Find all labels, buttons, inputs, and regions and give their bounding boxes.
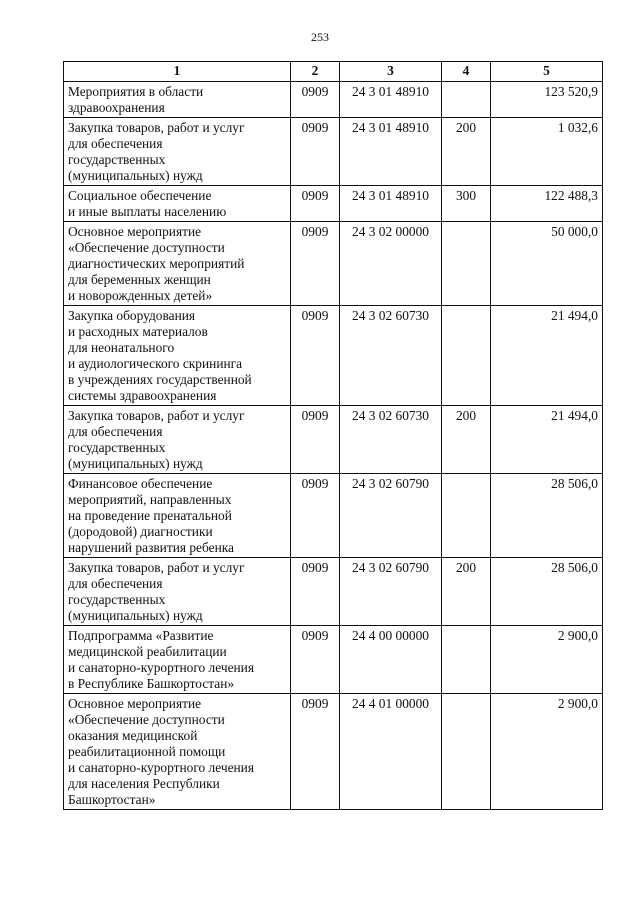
row-name: Закупка товаров, работ и услуг для обеспечения государственных (муниципальных) нужд: [64, 406, 291, 474]
budget-table: [63, 61, 603, 810]
row-name: Социальное обеспечение и иные выплаты населению: [64, 186, 291, 222]
row-expense-type: [442, 82, 491, 118]
row-expense-type: 300: [442, 186, 491, 222]
table-row: [64, 558, 603, 626]
row-name: Подпрограмма «Развитие медицинской реабилитации и санаторно-курортного лечения в Республике Башкортостан»: [64, 626, 291, 694]
row-section: 0909: [291, 406, 340, 474]
row-section: 0909: [291, 118, 340, 186]
header-col-3: 3: [340, 62, 442, 82]
table-row: [64, 306, 603, 406]
row-amount: 28 506,0: [491, 474, 603, 558]
row-expense-type: 200: [442, 118, 491, 186]
row-expense-type: [442, 626, 491, 694]
row-name: Основное мероприятие «Обеспечение доступности диагностических мероприятий для беременных женщин и новорожденных детей»: [64, 222, 291, 306]
row-section: 0909: [291, 186, 340, 222]
row-amount: 2 900,0: [491, 694, 603, 810]
table-row: [64, 222, 603, 306]
row-expense-type: [442, 474, 491, 558]
header-col-4: 4: [442, 62, 491, 82]
header-col-5: 5: [491, 62, 603, 82]
row-target-code: 24 3 01 48910: [340, 186, 442, 222]
row-expense-type: [442, 306, 491, 406]
table-row: [64, 186, 603, 222]
row-amount: 21 494,0: [491, 406, 603, 474]
row-section: 0909: [291, 694, 340, 810]
page-number: 253: [311, 30, 329, 44]
row-expense-type: [442, 222, 491, 306]
row-section: 0909: [291, 558, 340, 626]
row-amount: 122 488,3: [491, 186, 603, 222]
row-target-code: 24 4 00 00000: [340, 626, 442, 694]
row-name: Закупка товаров, работ и услуг для обеспечения государственных (муниципальных) нужд: [64, 558, 291, 626]
row-section: 0909: [291, 222, 340, 306]
table-row: [64, 118, 603, 186]
row-amount: 28 506,0: [491, 558, 603, 626]
row-target-code: 24 3 02 60730: [340, 406, 442, 474]
row-target-code: 24 3 02 60790: [340, 474, 442, 558]
row-name: Основное мероприятие «Обеспечение доступности оказания медицинской реабилитационной помощи и санаторно-курортного лечения для населения Республики Башкортостан»: [64, 694, 291, 810]
row-amount: 21 494,0: [491, 306, 603, 406]
table-row: [64, 694, 603, 810]
row-amount: 123 520,9: [491, 82, 603, 118]
header-col-2: 2: [291, 62, 340, 82]
row-section: 0909: [291, 306, 340, 406]
row-expense-type: [442, 694, 491, 810]
row-name: Закупка оборудования и расходных материалов для неонатального и аудиологического скрининга в учреждениях государственной системы здравоохранения: [64, 306, 291, 406]
table-row: [64, 626, 603, 694]
row-target-code: 24 3 02 60730: [340, 306, 442, 406]
row-target-code: 24 3 02 00000: [340, 222, 442, 306]
row-name: Мероприятия в области здравоохранения: [64, 82, 291, 118]
row-target-code: 24 3 01 48910: [340, 82, 442, 118]
header-col-1: 1: [64, 62, 291, 82]
header-row: [64, 62, 603, 82]
row-amount: 50 000,0: [491, 222, 603, 306]
row-name: Финансовое обеспечение мероприятий, направленных на проведение пренатальной (дородовой) диагностики нарушений развития ребенка: [64, 474, 291, 558]
row-target-code: 24 3 01 48910: [340, 118, 442, 186]
row-section: 0909: [291, 626, 340, 694]
row-section: 0909: [291, 474, 340, 558]
row-expense-type: 200: [442, 558, 491, 626]
row-name: Закупка товаров, работ и услуг для обеспечения государственных (муниципальных) нужд: [64, 118, 291, 186]
row-section: 0909: [291, 82, 340, 118]
table-row: [64, 406, 603, 474]
table-row: [64, 474, 603, 558]
row-amount: 1 032,6: [491, 118, 603, 186]
row-target-code: 24 3 02 60790: [340, 558, 442, 626]
row-target-code: 24 4 01 00000: [340, 694, 442, 810]
row-amount: 2 900,0: [491, 626, 603, 694]
table-row: [64, 82, 603, 118]
row-expense-type: 200: [442, 406, 491, 474]
